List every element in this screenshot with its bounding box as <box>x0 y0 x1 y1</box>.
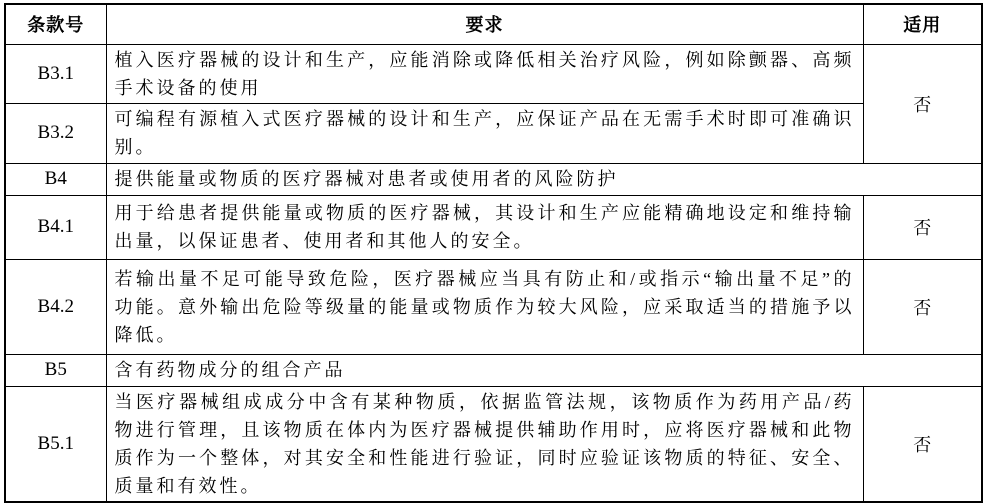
clause-cell: B4.1 <box>5 195 106 259</box>
table-row-b3-1 <box>5 44 982 103</box>
applicable-cell: 否 <box>863 44 982 163</box>
table-row-b5-1 <box>5 386 982 502</box>
requirement-cell: 用于给患者提供能量或物质的医疗器械，其设计和生产应能精确地设定和维持输出量，以保证患者、使用者和其他人的安全。 <box>106 195 863 259</box>
table-row-b4-2 <box>5 259 982 354</box>
clause-cell: B3.1 <box>5 44 106 103</box>
clause-cell: B5.1 <box>5 386 106 502</box>
header-row <box>5 4 982 44</box>
clause-cell: B5 <box>5 354 106 386</box>
table-row-b4-1 <box>5 195 982 259</box>
col-header-requirement: 要求 <box>106 4 863 44</box>
clause-cell: B4.2 <box>5 259 106 354</box>
col-header-clause: 条款号 <box>5 4 106 44</box>
clause-cell: B4 <box>5 163 106 195</box>
requirement-cell: 可编程有源植入式医疗器械的设计和生产，应保证产品在无需手术时即可准确识别。 <box>106 103 863 163</box>
requirement-cell: 若输出量不足可能导致危险，医疗器械应当具有防止和/或指示“输出量不足”的功能。意外输出危险等级量的能量或物质作为较大风险，应采取适当的措施予以降低。 <box>106 259 863 354</box>
table-row-b5-section <box>5 354 982 386</box>
section-requirement-cell: 提供能量或物质的医疗器械对患者或使用者的风险防护 <box>106 163 982 195</box>
applicable-cell: 否 <box>863 195 982 259</box>
table-row-b4-section <box>5 163 982 195</box>
requirements-table <box>4 3 983 503</box>
requirement-cell: 植入医疗器械的设计和生产，应能消除或降低相关治疗风险，例如除颤器、高频手术设备的使用 <box>106 44 863 103</box>
applicable-cell: 否 <box>863 259 982 354</box>
col-header-applicable: 适用 <box>863 4 982 44</box>
applicable-cell: 否 <box>863 386 982 502</box>
section-requirement-cell: 含有药物成分的组合产品 <box>106 354 982 386</box>
table-row-b3-2 <box>5 103 982 163</box>
clause-cell: B3.2 <box>5 103 106 163</box>
requirement-cell: 当医疗器械组成成分中含有某种物质，依据监管法规，该物质作为药用产品/药物进行管理，且该物质在体内为医疗器械提供辅助作用时，应将医疗器械和此物质作为一个整体，对其安全和性能进行验证，同时应验证该物质的特征、安全、质量和有效性。 <box>106 386 863 502</box>
